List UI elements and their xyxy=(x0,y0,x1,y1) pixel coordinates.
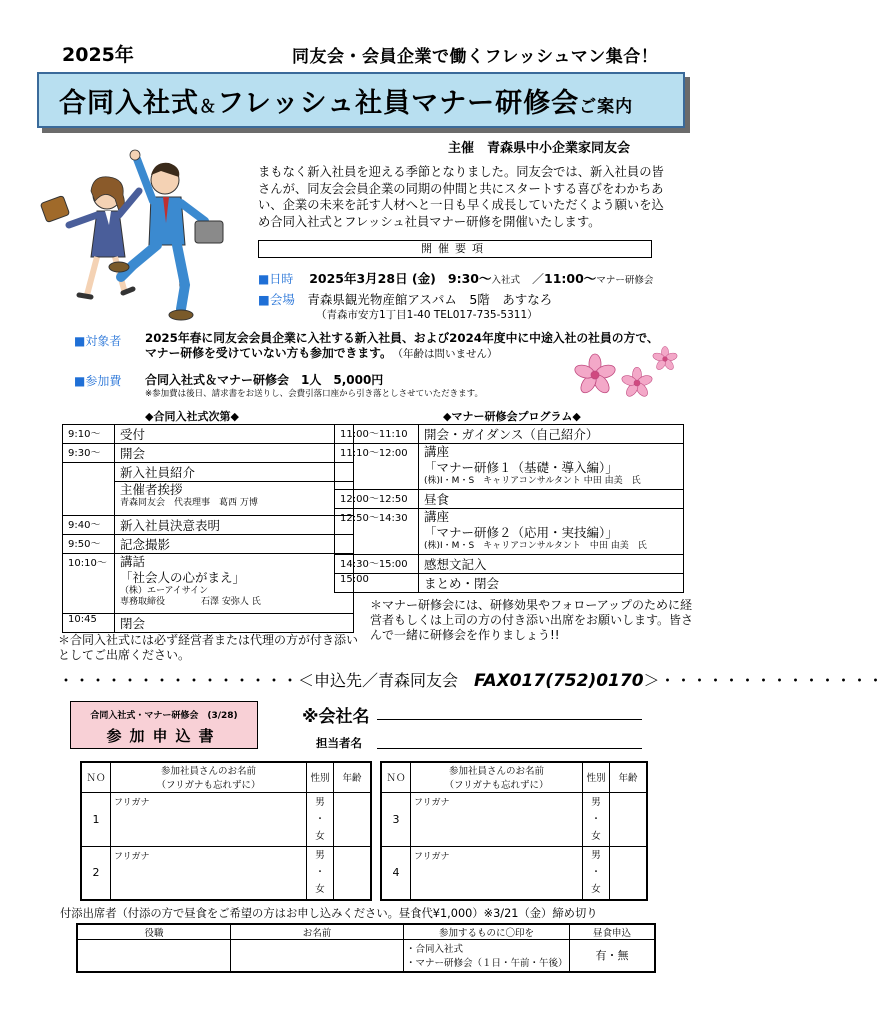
table-row: ＮＯ 参加社員さんのお名前 （フリガナも忘れずに） 性別 年齢 xyxy=(381,762,647,792)
accompany-table xyxy=(76,923,656,973)
table-row: 9:10〜 受付 xyxy=(63,425,354,444)
application-form-label: 合同入社式・マナー研修会 (3/28) 参加申込書 xyxy=(70,701,258,749)
age-field[interactable] xyxy=(334,846,372,900)
target-label: ■対象者 xyxy=(74,334,122,348)
contact-name-field[interactable] xyxy=(377,748,642,749)
fee-label: ■参加費 xyxy=(74,374,122,388)
accompany-header: 付添出席者（付添の方で昼食をご希望の方はお申し込みください。昼食代¥1,000）※3/21（金）締め切り xyxy=(60,907,598,920)
table-row: ＮＯ 参加社員さんのお名前 （フリガナも忘れずに） 性別 年齢 xyxy=(81,762,371,792)
table-row: 10:10〜 講話 「社会人の心がまえ」 （株）エーアイサイン 専務取締役 石澤 安弥人 氏 xyxy=(63,554,354,614)
table-row: 10:45 閉会 xyxy=(63,614,354,633)
company-name-field[interactable] xyxy=(377,719,642,720)
company-label: ※会社名 xyxy=(302,707,370,727)
table-row: 9:40〜 新入社員決意表明 xyxy=(63,516,354,535)
participant-name-field[interactable]: フリガナ xyxy=(411,792,583,846)
age-field[interactable] xyxy=(610,792,648,846)
table-row: 主催者挨拶 青森同友会 代表理事 葛西 万博 xyxy=(63,482,354,516)
attendee-name-field[interactable] xyxy=(231,940,404,972)
participant-name-field[interactable]: フリガナ xyxy=(411,846,583,900)
sex-select[interactable]: 男 ・ 女 xyxy=(307,846,334,900)
participant-name-field[interactable]: フリガナ xyxy=(111,792,307,846)
sex-select[interactable]: 男 ・ 女 xyxy=(583,792,610,846)
table-row: 9:30〜 開会 xyxy=(63,444,354,463)
manner-table xyxy=(334,424,684,593)
table-row: 14:30〜15:00 感想文記入 xyxy=(335,555,684,574)
square-bullet-icon: ■ xyxy=(258,272,270,286)
table-row: 11:00〜11:10 開会・ガイダンス（自己紹介） xyxy=(335,425,684,444)
venue-address: （青森市安方1丁目1-40 TEL017-735-5311） xyxy=(316,309,538,321)
business-people-illustration xyxy=(35,145,255,330)
table-row: 4 フリガナ 男 ・ 女 xyxy=(381,846,647,900)
square-bullet-icon: ■ xyxy=(74,374,86,388)
fax-line: ・・・・・・・・・・・・・・・＜申込先／青森同友会 FAX017(752)0170＞・・・・・・・・・・・・・・ xyxy=(58,671,884,691)
ceremony-table xyxy=(62,424,354,633)
age-field[interactable] xyxy=(334,792,372,846)
organizer: 主催 青森県中小企業家同友会 xyxy=(448,141,631,156)
sex-select[interactable]: 男 ・ 女 xyxy=(307,792,334,846)
participant-table-left xyxy=(80,761,372,901)
participant-table-right xyxy=(380,761,648,901)
page-title: 合同入社式＆フレッシュ社員マナー研修会ご案内 xyxy=(59,88,634,119)
lunch-select[interactable]: 有・無 xyxy=(570,940,656,972)
participant-name-field[interactable]: フリガナ xyxy=(111,846,307,900)
title-banner xyxy=(37,72,685,128)
age-field[interactable] xyxy=(610,846,648,900)
fax-number: FAX017(752)0170 xyxy=(474,671,644,691)
table-row: 1 フリガナ 男 ・ 女 xyxy=(81,792,371,846)
table-row: 12:00〜12:50 昼食 xyxy=(335,490,684,509)
event-details-heading: 開催要項 xyxy=(258,240,652,258)
manner-title: ◆マナー研修会プログラム◆ xyxy=(443,410,581,423)
event-venue: ■会場 青森県観光物産館アスパム 5階 あすなろ xyxy=(258,292,553,307)
target-description: 2025年春に同友会会員企業に入社する新入社員、および2024年度中に中途入社の社員の方で、マナー研修を受けていない方も参加できます。 （年齢は問いません） xyxy=(145,331,659,360)
table-row: 3 フリガナ 男 ・ 女 xyxy=(381,792,647,846)
ceremony-note: ＊合同入社式には必ず経営者または代理の方が付き添いとしてご出席ください。 xyxy=(58,633,359,662)
square-bullet-icon: ■ xyxy=(258,292,270,307)
fee-value: 合同入社式＆マナー研修会 1人 5,000円 xyxy=(145,373,384,387)
square-bullet-icon: ■ xyxy=(74,334,86,348)
table-row: 2 フリガナ 男 ・ 女 xyxy=(81,846,371,900)
table-row xyxy=(77,940,655,972)
intro-text: まもなく新入社員を迎える季節となりました。同友会では、新入社員の皆さんが、同友会会員企業の同期の仲間と共にスタートする喜びをわかちあい、企業の未来を託す人材へと一日も早く成長していただくよう願いを込め合同入社式とフレッシュ社員マナー研修を開催いたします。 xyxy=(258,165,664,229)
tagline: 同友会・会員企業で働くフレッシュマン集合！ xyxy=(292,47,659,67)
table-row: 15:00 まとめ・閉会 xyxy=(335,574,684,593)
fee-note: ※参加費は後日、請求書をお送りし、会費引落口座から引き落としさせていただきます。 xyxy=(145,389,483,399)
table-row: 新入社員紹介 xyxy=(63,463,354,482)
table-row: 役職 お名前 参加するものに〇印を 昼食申込 xyxy=(77,924,655,940)
ceremony-title: ◆合同入社式次第◆ xyxy=(145,410,239,423)
attendance-options[interactable]: ・合同入社式 ・マナー研修会（１日・午前・午後） xyxy=(404,940,570,972)
sex-select[interactable]: 男 ・ 女 xyxy=(583,846,610,900)
year-label: 2025年 xyxy=(62,44,134,66)
event-date: ■日時 2025年3月28日 (金) 9:30〜入社式 ／11:00〜マナー研修会 xyxy=(258,271,654,286)
contact-label: 担当者名 xyxy=(316,736,362,750)
role-field[interactable] xyxy=(77,940,231,972)
cherry-blossom-icon xyxy=(565,345,685,405)
table-row: 11:10〜12:00 講座 「マナー研修１（基礎・導入編）」 (株)I・M・S キャリアコンサルタント 中田 由美 氏 xyxy=(335,444,684,490)
table-row: 9:50〜 記念撮影 xyxy=(63,535,354,554)
manner-note: ＊マナー研修会には、研修効果やフォローアップのために経営者もしくは上司の方の付き添い出席をお願いします。皆さんで一緒に研修会を作りましょう!! xyxy=(370,598,694,642)
table-row: 12:50〜14:30 講座 「マナー研修２（応用・実技編）」 (株)I・M・S キャリアコンサルタント 中田 由美 氏 xyxy=(335,509,684,555)
